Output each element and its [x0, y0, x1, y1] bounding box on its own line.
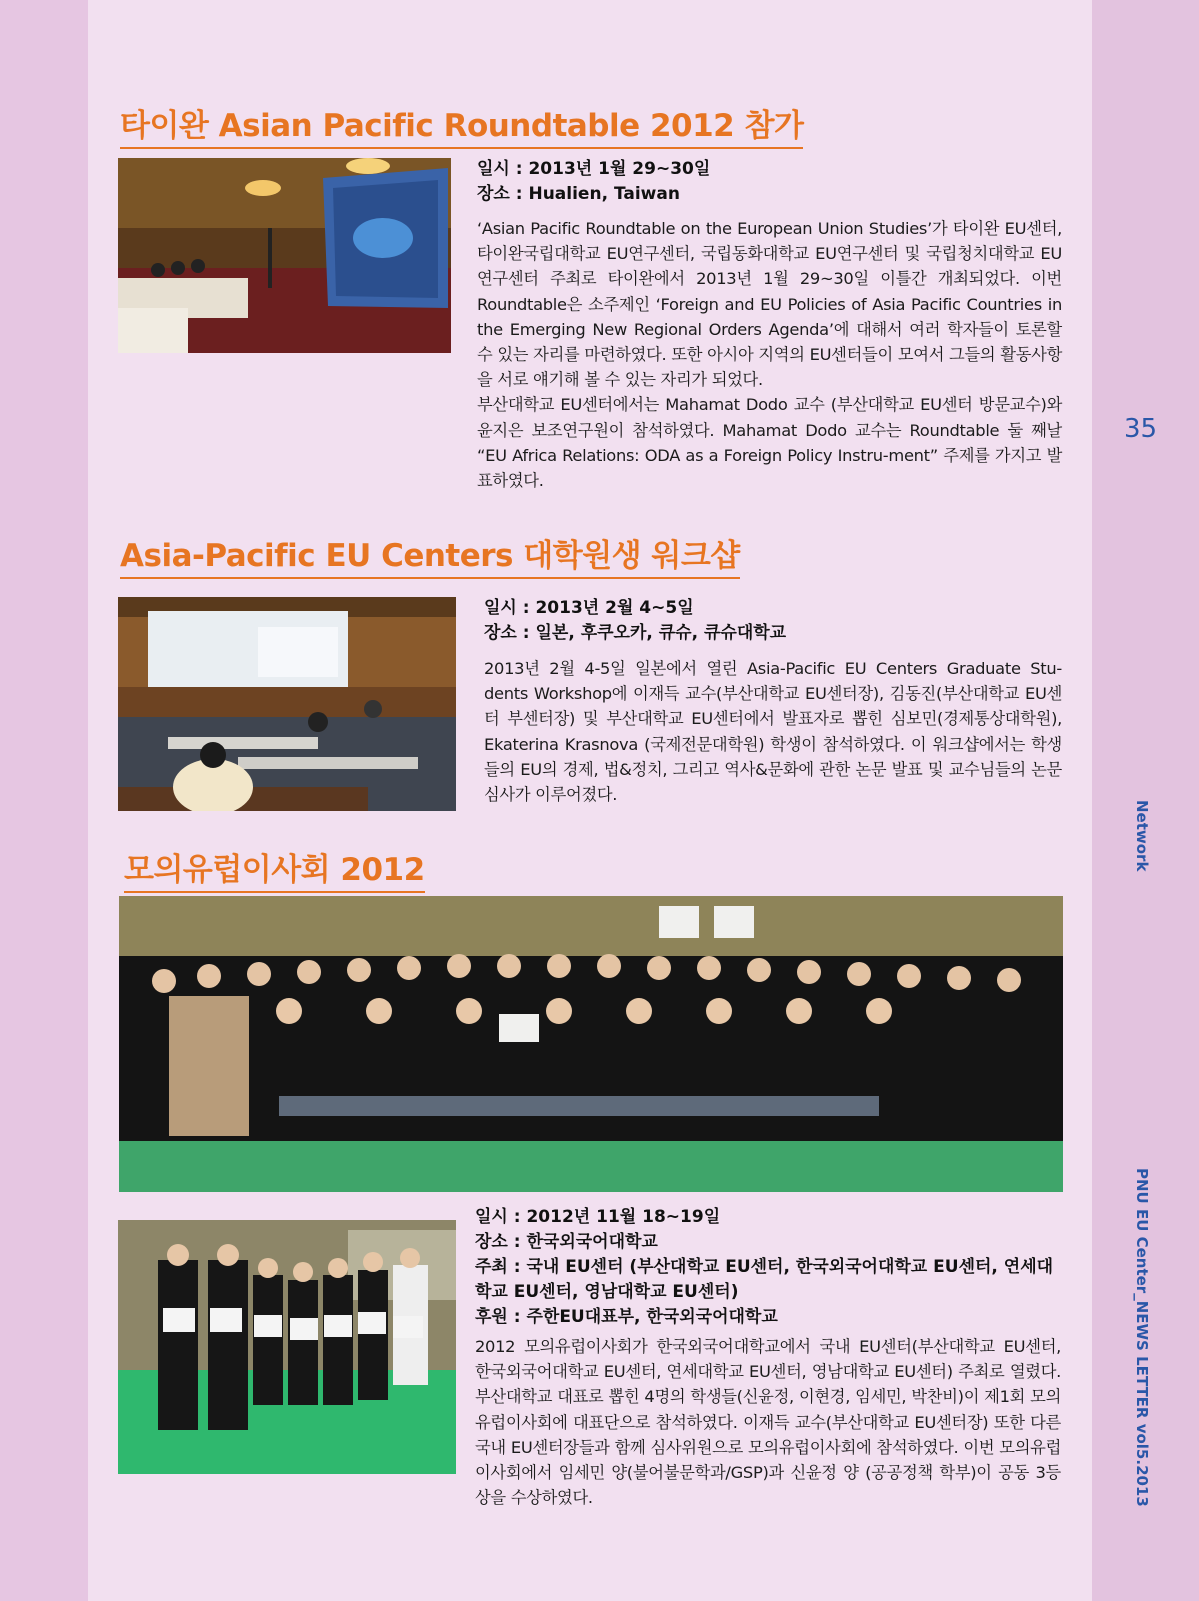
roundtable-photo [118, 158, 451, 353]
award-photo [118, 1220, 456, 1474]
section1-paragraph2: 부산대학교 EU센터에서는 Mahamat Dodo 교수 (부산대학교 EU센터 방문교수)와 윤지은 보조연구원이 참석하였다. Mahamat Dodo 교수는 Roundtable 둘 째날 “EU Africa Relations: ODA as a Foreign Policy Instru-ment” 주제를 가지고 발표하였다. [477, 395, 1062, 491]
section1-place: 장소 : Hualien, Taiwan [477, 184, 680, 204]
section3-info [475, 1205, 1063, 1330]
group-photo [119, 896, 1063, 1192]
section3-body [475, 1334, 1061, 1510]
section3-host: 주최 : 국내 EU센터 (부산대학교 EU센터, 한국외국어대학교 EU센터, 연세대학교 EU센터, 영남대학교 EU센터) [475, 1257, 1054, 1302]
section3-paragraph1: 2012 모의유럽이사회가 한국외국어대학교에서 국내 EU센터(부산대학교 EU센터, 한국외국어대학교 EU센터, 연세대학교 EU센터, 영남대학교 EU센터) 주최로 열렸다. 부산대학교 대표로 뽑힌 4명의 학생들(신윤정, 이현경, 임세민, 박찬비)이 제1회 모의유럽이사회에 대표단으로 참석하였다. 이재득 교수(부산대학교 EU센터장) 또한 다른 국내 EU센터장들과 함께 심사위원으로 모의유럽이사회에 참석하였다. 이번 모의유럽이사회에서 임세민 양(불어불문학과/GSP)과 신윤정 양 (공공정책 학부)이 공동 3등 상을 수상하였다. [475, 1337, 1061, 1508]
section2-paragraph1: 2013년 2월 4-5일 일본에서 열린 Asia-Pacific EU Centers Graduate Stu-dents Workshop에 이재득 교수(부산대학교 EU센터장), 김동진(부산대학교 EU센터 부센터장) 및 부산대학교 EU센터에서 발표자로 뽑힌 심보민(경제통상대학원), Ekaterina Krasnova (국제전문대학원) 학생이 참석하였다. 이 워크샵에서는 학생들의 EU의 경제, 법&정치, 그리고 역사&문화에 관한 논문 발표 및 교수님들의 논문 심사가 이루어졌다. [484, 659, 1062, 805]
section3-sponsor: 후원 : 주한EU대표부, 한국외국어대학교 [475, 1307, 778, 1327]
section3-place: 장소 : 한국외국어대학교 [475, 1232, 658, 1252]
section2-title: Asia-Pacific EU Centers 대학원생 워크샵 [120, 530, 740, 579]
section1-info [477, 157, 710, 207]
section3-date: 일시 : 2012년 11월 18~19일 [475, 1207, 721, 1227]
section1-body [477, 216, 1062, 493]
section2-date: 일시 : 2013년 2월 4~5일 [484, 598, 694, 618]
workshop-photo [118, 597, 456, 811]
section3-title: 모의유럽이사회 2012 [124, 844, 425, 893]
section1-title: 타이완 Asian Pacific Roundtable 2012 참가 [120, 100, 803, 149]
section2-place: 장소 : 일본, 후쿠오카, 큐슈, 큐슈대학교 [484, 623, 787, 643]
page-number: 35 [1124, 414, 1158, 444]
section1-paragraph1: ‘Asian Pacific Roundtable on the European Union Studies’가 타이완 EU센터, 타이완국립대학교 EU연구센터, 국립동화대학교 EU연구센터 및 국립청치대학교 EU연구센터 주최로 타이완에서 2013년 1월 29~30일 이틀간 개최되었다. 이번 Roundtable은 소주제인 ‘Foreign and EU Policies of Asia Pacific Countries in the Emerging New Regional Orders Agenda’에 대해서 여러 학자들이 토론할 수 있는 자리를 마련하였다. 또한 아시아 지역의 EU센터들이 모여서 그들의 활동사항을 서로 얘기해 볼 수 있는 자리가 되었다. [477, 219, 1062, 390]
side-section-label: Network [1133, 800, 1151, 872]
side-publication-label: PNU EU Center_NEWS LETTER vol5.2013 [1133, 1168, 1151, 1507]
section1-date: 일시 : 2013년 1월 29~30일 [477, 159, 711, 179]
section2-body [484, 656, 1062, 807]
section2-info [484, 596, 786, 646]
